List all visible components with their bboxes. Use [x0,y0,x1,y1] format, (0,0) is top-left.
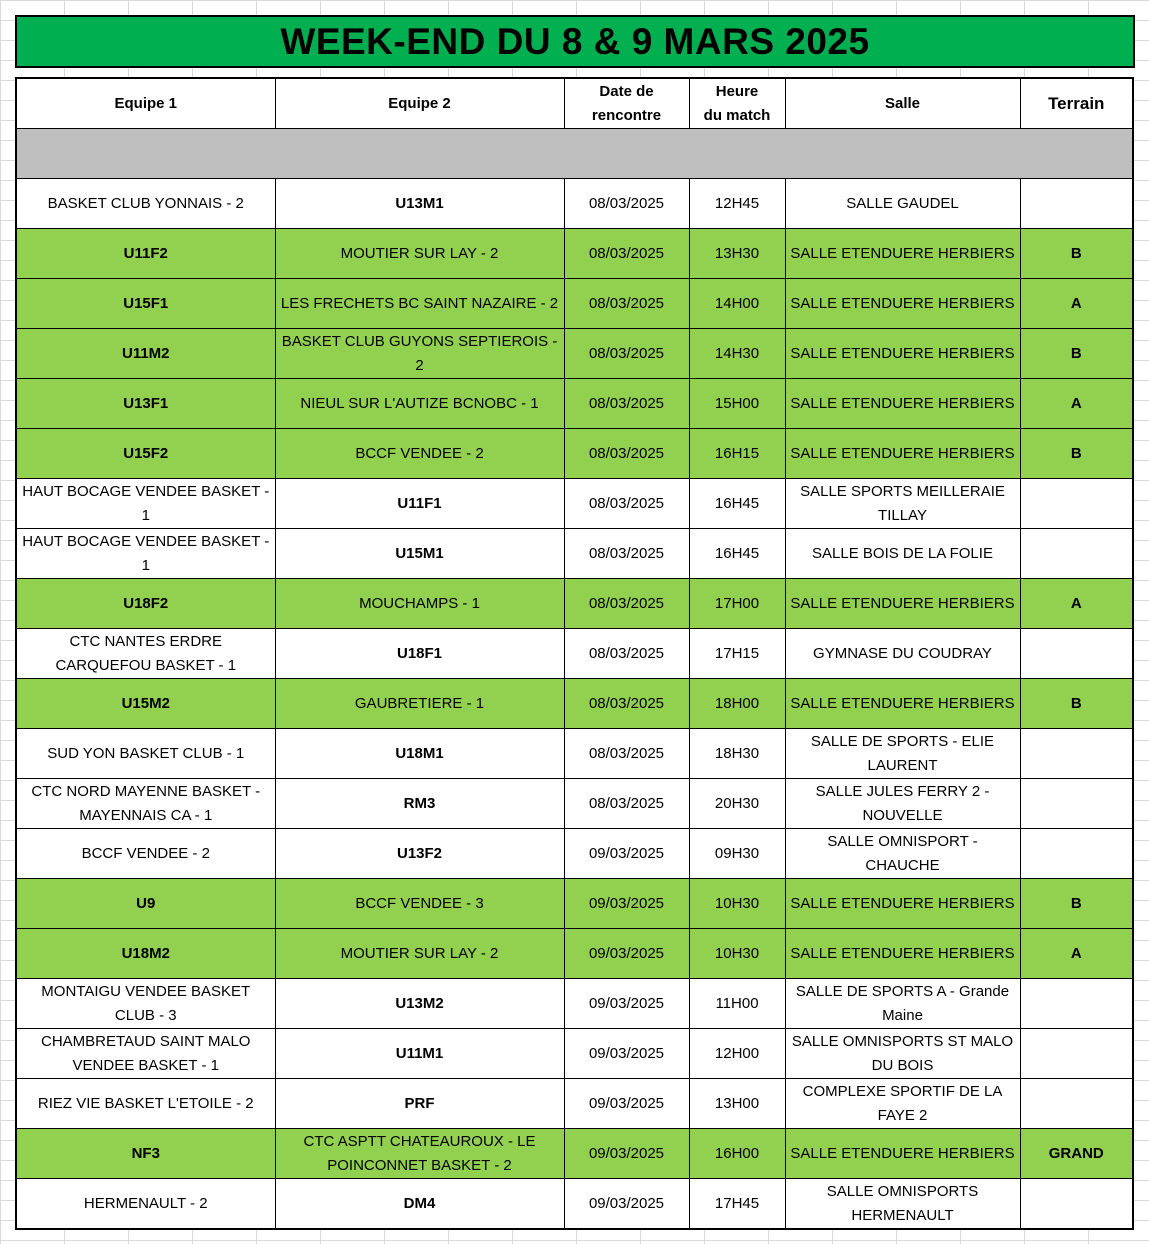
match-row [16,279,1133,329]
terrain-cell [1020,179,1133,229]
salle-cell: SALLE OMNISPORT - CHAUCHE [785,829,1020,879]
match-row [16,429,1133,479]
date-cell: 09/03/2025 [564,829,689,879]
terrain-cell: A [1020,579,1133,629]
equipe2-cell: MOUCHAMPS - 1 [275,579,564,629]
equipe2-cell: DM4 [275,1179,564,1230]
date-cell: 08/03/2025 [564,679,689,729]
header-equipe2: Equipe 2 [275,78,564,129]
equipe2-cell: U13M1 [275,179,564,229]
match-row [16,679,1133,729]
equipe1-cell: CTC NANTES ERDRE CARQUEFOU BASKET - 1 [16,629,275,679]
salle-cell: SALLE ETENDUERE HERBIERS [785,579,1020,629]
equipe1-cell: U11M2 [16,329,275,379]
match-row [16,729,1133,779]
header-row [16,78,1133,129]
salle-cell: SALLE ETENDUERE HERBIERS [785,229,1020,279]
equipe1-cell: BASKET CLUB YONNAIS - 2 [16,179,275,229]
terrain-cell [1020,979,1133,1029]
heure-cell: 13H30 [689,229,785,279]
terrain-cell [1020,529,1133,579]
match-row [16,379,1133,429]
date-cell: 09/03/2025 [564,1179,689,1230]
salle-cell: SALLE GAUDEL [785,179,1020,229]
date-cell: 08/03/2025 [564,429,689,479]
equipe2-cell: MOUTIER SUR LAY - 2 [275,929,564,979]
salle-cell: SALLE ETENDUERE HERBIERS [785,279,1020,329]
equipe2-cell: BCCF VENDEE - 3 [275,879,564,929]
date-cell: 09/03/2025 [564,1029,689,1079]
equipe1-cell: HAUT BOCAGE VENDEE BASKET - 1 [16,529,275,579]
heure-cell: 17H45 [689,1179,785,1230]
date-cell: 09/03/2025 [564,879,689,929]
equipe1-cell: HAUT BOCAGE VENDEE BASKET - 1 [16,479,275,529]
match-row [16,979,1133,1029]
salle-cell: SALLE DE SPORTS A - Grande Maine [785,979,1020,1029]
date-cell: 08/03/2025 [564,579,689,629]
heure-cell: 16H15 [689,429,785,479]
terrain-cell: B [1020,329,1133,379]
heure-cell: 18H30 [689,729,785,779]
match-row [16,879,1133,929]
equipe2-cell: LES FRECHETS BC SAINT NAZAIRE - 2 [275,279,564,329]
date-cell: 08/03/2025 [564,229,689,279]
salle-cell: SALLE ETENDUERE HERBIERS [785,929,1020,979]
date-cell: 08/03/2025 [564,379,689,429]
header-heure: Heure du match [689,78,785,129]
heure-cell: 14H30 [689,329,785,379]
terrain-cell [1020,1029,1133,1079]
salle-cell: SALLE OMNISPORTS ST MALO DU BOIS [785,1029,1020,1079]
match-row [16,929,1133,979]
terrain-cell [1020,479,1133,529]
heure-cell: 10H30 [689,929,785,979]
equipe2-cell: RM3 [275,779,564,829]
header-equipe1: Equipe 1 [16,78,275,129]
date-cell: 08/03/2025 [564,529,689,579]
date-cell: 08/03/2025 [564,329,689,379]
terrain-cell: A [1020,379,1133,429]
equipe1-cell: U18F2 [16,579,275,629]
heure-cell: 16H45 [689,479,785,529]
date-cell: 08/03/2025 [564,729,689,779]
terrain-cell: B [1020,679,1133,729]
terrain-cell [1020,829,1133,879]
heure-cell: 14H00 [689,279,785,329]
equipe1-cell: RIEZ VIE BASKET L'ETOILE - 2 [16,1079,275,1129]
terrain-cell: A [1020,279,1133,329]
date-cell: 09/03/2025 [564,1129,689,1179]
heure-cell: 11H00 [689,979,785,1029]
match-schedule-table [15,77,1134,1230]
salle-cell: SALLE ETENDUERE HERBIERS [785,379,1020,429]
terrain-cell: A [1020,929,1133,979]
heure-cell: 12H00 [689,1029,785,1079]
terrain-cell [1020,779,1133,829]
salle-cell: COMPLEXE SPORTIF DE LA FAYE 2 [785,1079,1020,1129]
salle-cell: SALLE ETENDUERE HERBIERS [785,1129,1020,1179]
equipe1-cell: U15F2 [16,429,275,479]
equipe1-cell: MONTAIGU VENDEE BASKET CLUB - 3 [16,979,275,1029]
equipe1-cell: CTC NORD MAYENNE BASKET - MAYENNAIS CA - 1 [16,779,275,829]
header-salle: Salle [785,78,1020,129]
terrain-cell [1020,729,1133,779]
header-terrain: Terrain [1020,78,1133,129]
salle-cell: GYMNASE DU COUDRAY [785,629,1020,679]
date-cell: 09/03/2025 [564,929,689,979]
terrain-cell: B [1020,229,1133,279]
date-cell: 08/03/2025 [564,179,689,229]
heure-cell: 18H00 [689,679,785,729]
equipe2-cell: BCCF VENDEE - 2 [275,429,564,479]
date-cell: 09/03/2025 [564,1079,689,1129]
match-row [16,329,1133,379]
equipe1-cell: U18M2 [16,929,275,979]
match-row [16,479,1133,529]
salle-cell: SALLE ETENDUERE HERBIERS [785,429,1020,479]
equipe2-cell: U18M1 [275,729,564,779]
equipe1-cell: U9 [16,879,275,929]
terrain-cell: B [1020,429,1133,479]
equipe1-cell: SUD YON BASKET CLUB - 1 [16,729,275,779]
heure-cell: 13H00 [689,1079,785,1129]
salle-cell: SALLE ETENDUERE HERBIERS [785,329,1020,379]
salle-cell: SALLE ETENDUERE HERBIERS [785,679,1020,729]
equipe2-cell: U11F1 [275,479,564,529]
match-row [16,179,1133,229]
separator-cell [16,129,1133,179]
salle-cell: SALLE BOIS DE LA FOLIE [785,529,1020,579]
equipe1-cell: BCCF VENDEE - 2 [16,829,275,879]
salle-cell: SALLE DE SPORTS - ELIE LAURENT [785,729,1020,779]
terrain-cell [1020,629,1133,679]
match-row [16,779,1133,829]
equipe2-cell: U11M1 [275,1029,564,1079]
match-row [16,1079,1133,1129]
heure-cell: 15H00 [689,379,785,429]
match-row [16,629,1133,679]
heure-cell: 12H45 [689,179,785,229]
equipe1-cell: U11F2 [16,229,275,279]
salle-cell: SALLE SPORTS MEILLERAIE TILLAY [785,479,1020,529]
heure-cell: 17H15 [689,629,785,679]
date-cell: 08/03/2025 [564,279,689,329]
equipe2-cell: CTC ASPTT CHATEAUROUX - LE POINCONNET BASKET - 2 [275,1129,564,1179]
equipe1-cell: U15F1 [16,279,275,329]
date-cell: 08/03/2025 [564,629,689,679]
equipe2-cell: GAUBRETIERE - 1 [275,679,564,729]
equipe2-cell: NIEUL SUR L'AUTIZE BCNOBC - 1 [275,379,564,429]
terrain-cell [1020,1179,1133,1230]
terrain-cell: GRAND [1020,1129,1133,1179]
separator-band [16,129,1133,179]
equipe1-cell: NF3 [16,1129,275,1179]
equipe1-cell: U13F1 [16,379,275,429]
match-row [16,1129,1133,1179]
heure-cell: 16H45 [689,529,785,579]
heure-cell: 09H30 [689,829,785,879]
match-row [16,829,1133,879]
equipe1-cell: CHAMBRETAUD SAINT MALO VENDEE BASKET - 1 [16,1029,275,1079]
equipe2-cell: U18F1 [275,629,564,679]
page-title: WEEK-END DU 8 & 9 MARS 2025 [15,15,1135,68]
heure-cell: 16H00 [689,1129,785,1179]
heure-cell: 17H00 [689,579,785,629]
terrain-cell [1020,1079,1133,1129]
salle-cell: SALLE OMNISPORTS HERMENAULT [785,1179,1020,1230]
date-cell: 09/03/2025 [564,979,689,1029]
equipe1-cell: U15M2 [16,679,275,729]
equipe2-cell: U15M1 [275,529,564,579]
equipe1-cell: HERMENAULT - 2 [16,1179,275,1230]
salle-cell: SALLE JULES FERRY 2 - NOUVELLE [785,779,1020,829]
match-row [16,529,1133,579]
date-cell: 08/03/2025 [564,779,689,829]
match-row [16,1029,1133,1079]
equipe2-cell: PRF [275,1079,564,1129]
match-row [16,229,1133,279]
equipe2-cell: U13F2 [275,829,564,879]
match-row [16,1179,1133,1230]
equipe2-cell: MOUTIER SUR LAY - 2 [275,229,564,279]
heure-cell: 10H30 [689,879,785,929]
terrain-cell: B [1020,879,1133,929]
match-row [16,579,1133,629]
salle-cell: SALLE ETENDUERE HERBIERS [785,879,1020,929]
equipe2-cell: BASKET CLUB GUYONS SEPTIEROIS - 2 [275,329,564,379]
heure-cell: 20H30 [689,779,785,829]
date-cell: 08/03/2025 [564,479,689,529]
equipe2-cell: U13M2 [275,979,564,1029]
header-date: Date de rencontre [564,78,689,129]
